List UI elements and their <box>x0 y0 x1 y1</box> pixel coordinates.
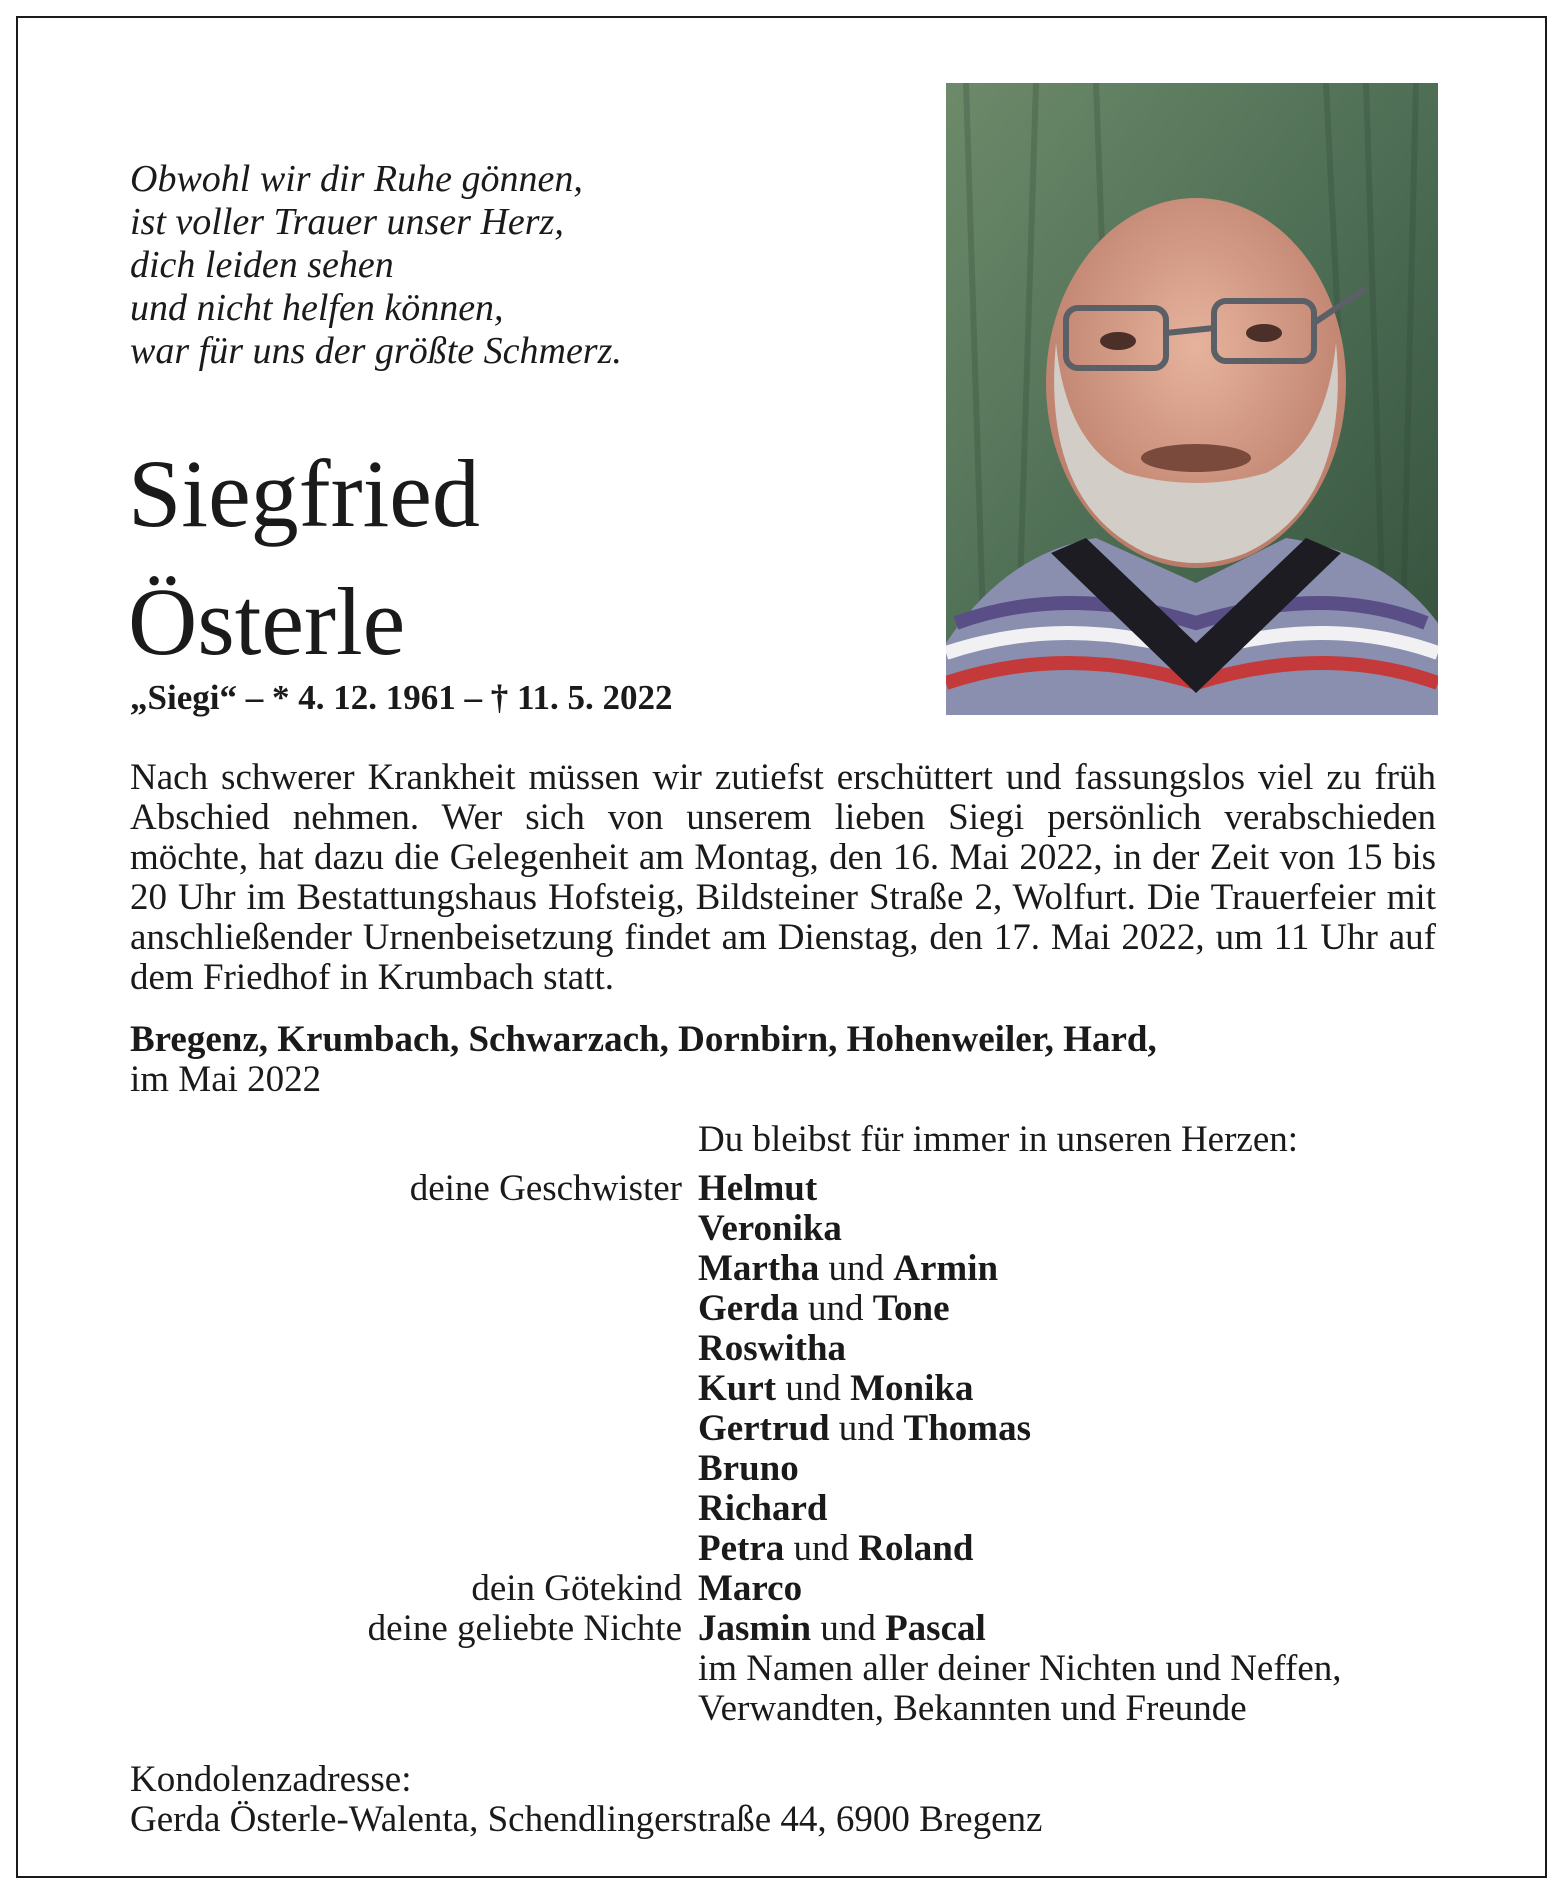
mourner-name: Roland <box>858 1528 974 1569</box>
connector-text: und <box>838 1408 895 1449</box>
mourner-row <box>0 1409 1500 1449</box>
connector-text: und <box>820 1608 876 1649</box>
poem <box>130 158 770 373</box>
mourner-relation: dein Götekind <box>471 1568 682 1609</box>
mourner-names <box>698 1529 973 1569</box>
mourner-row <box>0 1209 1500 1249</box>
condolence-label: Kondolenzadresse: <box>130 1759 412 1800</box>
footer-line: Verwandten, Bekannten und Freunde <box>698 1688 1247 1729</box>
mourner-row <box>0 1529 1500 1569</box>
mourner-names <box>698 1489 828 1529</box>
poem-line: war für uns der größte Schmerz. <box>130 330 622 372</box>
connector-text: und <box>785 1368 841 1409</box>
family-places: Bregenz, Krumbach, Schwarzach, Dornbirn, Hohenweiler, Hard, <box>130 1019 1157 1060</box>
mourner-row <box>0 1569 1500 1609</box>
mourner-name: Thomas <box>903 1408 1032 1449</box>
mourner-name: Helmut <box>698 1168 818 1209</box>
portrait-photo <box>946 83 1438 715</box>
mourner-name: Veronika <box>698 1208 842 1249</box>
mourner-row <box>0 1289 1500 1329</box>
mourners-list <box>0 1169 1500 1649</box>
mourner-name: Armin <box>893 1248 999 1289</box>
connector-text: und <box>807 1288 864 1329</box>
last-name: Österle <box>128 568 406 675</box>
mourner-name: Pascal <box>885 1608 986 1649</box>
poem-line: Obwohl wir dir Ruhe gönnen, <box>130 158 583 200</box>
deceased-name <box>128 430 808 686</box>
announcement-text: Nach schwerer Krankheit müssen wir zutiefst erschüttert und fassungslos viel zu früh Abschied nehmen. Wer sich von unserem lieben Siegi persönlich verabschieden möchte, hat dazu die Gelegenheit am Montag, den 16. Mai 2022, in der Zeit von 15 bis 20 Uhr im Bestattungshaus Hofsteig, Bildsteiner Straße 2, Wolfurt. Die Trauerfeier mit anschließender Urnenbeisetzung findet am Dienstag, den 17. Mai 2022, um 11 Uhr auf dem Friedhof in Krumbach statt. <box>130 757 1436 998</box>
mourner-relation: deine Geschwister <box>409 1168 682 1209</box>
mourner-names <box>698 1369 973 1409</box>
mourner-name: Jasmin <box>698 1608 812 1649</box>
footer-line: im Namen aller deiner Nichten und Neffen, <box>698 1648 1342 1689</box>
mourner-names <box>698 1449 799 1489</box>
announcement-date: im Mai 2022 <box>130 1059 322 1100</box>
mourner-row <box>0 1249 1500 1289</box>
mourner-row <box>0 1489 1500 1529</box>
connector-text: und <box>793 1528 850 1569</box>
portrait-illustration <box>946 83 1438 715</box>
mourner-name: Bruno <box>698 1448 799 1489</box>
condolence-address <box>130 1760 1042 1840</box>
mourner-names <box>698 1169 817 1209</box>
mourner-name: Gertrud <box>698 1408 830 1449</box>
mourner-names <box>698 1289 950 1329</box>
mourner-names <box>698 1569 802 1609</box>
mourner-names <box>698 1209 842 1249</box>
mourner-name: Tone <box>872 1288 950 1329</box>
closing-line: Du bleibst für immer in unseren Herzen: <box>698 1119 1299 1160</box>
mourner-name: Richard <box>698 1488 828 1529</box>
mourner-names <box>698 1409 1031 1449</box>
mourner-name: Roswitha <box>698 1328 847 1369</box>
mourner-names <box>698 1249 998 1289</box>
first-name: Siegfried <box>128 440 480 547</box>
mourner-row <box>0 1609 1500 1649</box>
mourner-name: Kurt <box>698 1368 777 1409</box>
poem-line: und nicht helfen können, <box>130 287 504 329</box>
mourner-name: Monika <box>850 1368 974 1409</box>
mourner-name: Petra <box>698 1528 785 1569</box>
mourner-name: Marco <box>698 1568 803 1609</box>
mourners-footer <box>698 1649 1342 1729</box>
mourner-row <box>0 1329 1500 1369</box>
mourner-relation: deine geliebte Nichte <box>367 1608 682 1649</box>
mourner-names <box>698 1609 986 1649</box>
connector-text: und <box>828 1248 884 1289</box>
mourner-name: Gerda <box>698 1288 799 1329</box>
mourner-row <box>0 1369 1500 1409</box>
mourner-row <box>0 1449 1500 1489</box>
condolence-text: Gerda Österle-Walenta, Schendlingerstraße 44, 6900 Bregenz <box>130 1799 1043 1840</box>
poem-line: dich leiden sehen <box>130 244 394 286</box>
life-dates: „Siegi“ – * 4. 12. 1961 – † 11. 5. 2022 <box>130 678 673 717</box>
mourner-name: Martha <box>698 1248 820 1289</box>
mourner-names <box>698 1329 846 1369</box>
poem-line: ist voller Trauer unser Herz, <box>130 201 564 243</box>
mourner-row <box>0 1169 1500 1209</box>
